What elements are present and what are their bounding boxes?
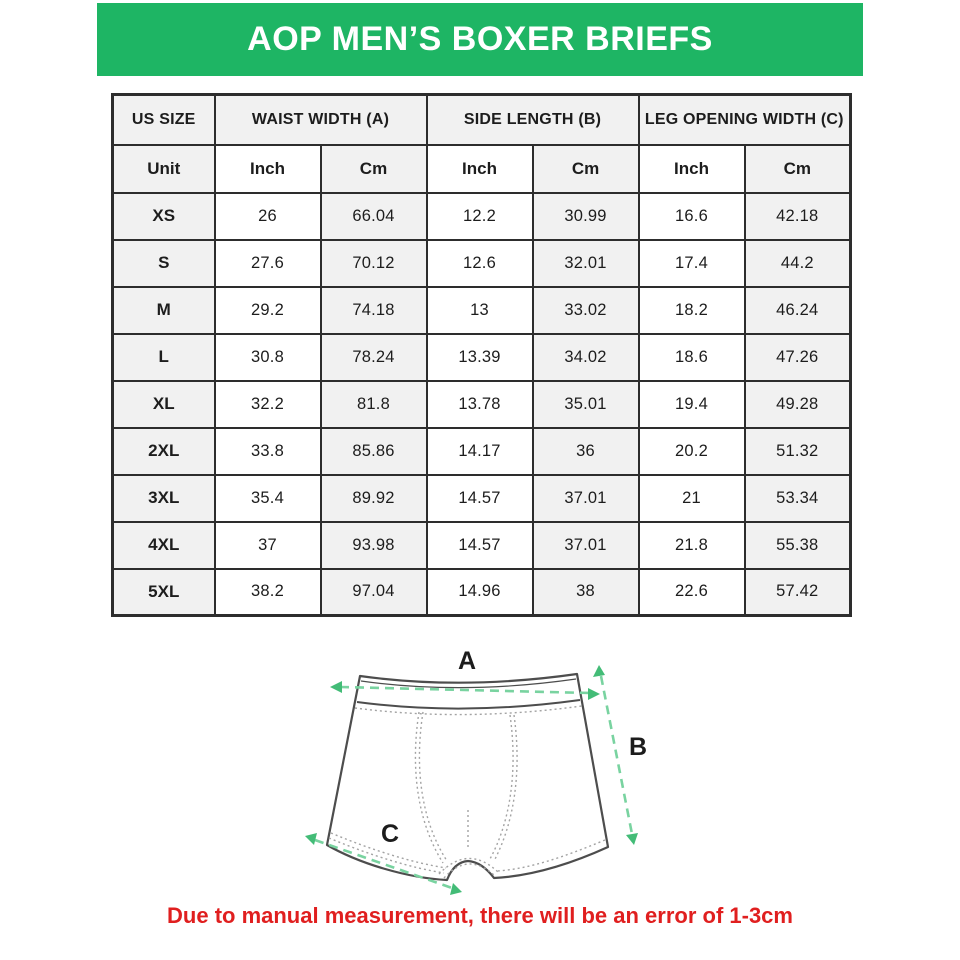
value-cell: 13.39: [427, 334, 533, 381]
size-chart-table: [111, 93, 852, 617]
value-cell: 27.6: [215, 240, 321, 287]
size-cell: XL: [113, 381, 215, 428]
value-cell: 46.24: [745, 287, 851, 334]
value-cell: 85.86: [321, 428, 427, 475]
boxer-briefs-diagram: [292, 650, 668, 906]
size-cell: L: [113, 334, 215, 381]
value-cell: 51.32: [745, 428, 851, 475]
value-cell: 22.6: [639, 569, 745, 616]
unit-label-cell: Unit: [113, 145, 215, 193]
value-cell: 37.01: [533, 475, 639, 522]
measure-label-a: A: [457, 650, 477, 675]
value-cell: 81.8: [321, 381, 427, 428]
value-cell: 14.57: [427, 522, 533, 569]
value-cell: 14.96: [427, 569, 533, 616]
measure-label-b: B: [628, 733, 648, 761]
value-cell: 70.12: [321, 240, 427, 287]
unit-inch-cell: Inch: [639, 145, 745, 193]
value-cell: 21: [639, 475, 745, 522]
value-cell: 97.04: [321, 569, 427, 616]
unit-cm-cell: Cm: [533, 145, 639, 193]
table-row: [113, 193, 851, 240]
value-cell: 38: [533, 569, 639, 616]
value-cell: 14.17: [427, 428, 533, 475]
arrowhead-c-left: [305, 833, 317, 845]
value-cell: 30.99: [533, 193, 639, 240]
value-cell: 26: [215, 193, 321, 240]
value-cell: 32.01: [533, 240, 639, 287]
measure-label-c: C: [380, 820, 400, 848]
size-cell: 4XL: [113, 522, 215, 569]
value-cell: 14.57: [427, 475, 533, 522]
value-cell: 29.2: [215, 287, 321, 334]
size-cell: M: [113, 287, 215, 334]
value-cell: 13: [427, 287, 533, 334]
arrowhead-b-bottom: [626, 833, 638, 845]
group-header-row: [113, 95, 851, 145]
unit-cm-cell: Cm: [745, 145, 851, 193]
value-cell: 16.6: [639, 193, 745, 240]
value-cell: 18.2: [639, 287, 745, 334]
header-us-size: US SIZE: [113, 95, 215, 145]
value-cell: 13.78: [427, 381, 533, 428]
table-row: [113, 475, 851, 522]
table-row: [113, 240, 851, 287]
size-cell: 3XL: [113, 475, 215, 522]
measurement-note: Due to manual measurement, there will be an error of 1-3cm: [167, 903, 793, 928]
header-waist-width: WAIST WIDTH (A): [215, 95, 427, 145]
value-cell: 37.01: [533, 522, 639, 569]
unit-cm-cell: Cm: [321, 145, 427, 193]
table-row: [113, 428, 851, 475]
arrowhead-a-left: [330, 681, 342, 693]
size-cell: XS: [113, 193, 215, 240]
value-cell: 30.8: [215, 334, 321, 381]
value-cell: 36: [533, 428, 639, 475]
value-cell: 33.8: [215, 428, 321, 475]
arrowhead-b-top: [593, 665, 605, 677]
measure-line-b: [601, 676, 632, 834]
unit-inch-cell: Inch: [215, 145, 321, 193]
unit-header-row: [113, 145, 851, 193]
value-cell: 78.24: [321, 334, 427, 381]
value-cell: 12.2: [427, 193, 533, 240]
size-cell: 5XL: [113, 569, 215, 616]
value-cell: 66.04: [321, 193, 427, 240]
value-cell: 93.98: [321, 522, 427, 569]
unit-inch-cell: Inch: [427, 145, 533, 193]
table-row: [113, 334, 851, 381]
value-cell: 38.2: [215, 569, 321, 616]
table-row: [113, 287, 851, 334]
header-side-length: SIDE LENGTH (B): [427, 95, 639, 145]
value-cell: 42.18: [745, 193, 851, 240]
arrowhead-a-right: [588, 688, 600, 700]
value-cell: 44.2: [745, 240, 851, 287]
boxer-outline: [327, 674, 608, 880]
value-cell: 21.8: [639, 522, 745, 569]
table-row: [113, 381, 851, 428]
value-cell: 53.34: [745, 475, 851, 522]
value-cell: 32.2: [215, 381, 321, 428]
value-cell: 18.6: [639, 334, 745, 381]
value-cell: 55.38: [745, 522, 851, 569]
value-cell: 74.18: [321, 287, 427, 334]
value-cell: 47.26: [745, 334, 851, 381]
size-cell: 2XL: [113, 428, 215, 475]
value-cell: 17.4: [639, 240, 745, 287]
value-cell: 37: [215, 522, 321, 569]
value-cell: 19.4: [639, 381, 745, 428]
size-cell: S: [113, 240, 215, 287]
value-cell: 49.28: [745, 381, 851, 428]
value-cell: 33.02: [533, 287, 639, 334]
arrowhead-c-right: [450, 883, 462, 895]
value-cell: 57.42: [745, 569, 851, 616]
value-cell: 35.4: [215, 475, 321, 522]
header-leg-opening: LEG OPENING WIDTH (C): [639, 95, 851, 145]
value-cell: 34.02: [533, 334, 639, 381]
value-cell: 35.01: [533, 381, 639, 428]
title-banner: [97, 3, 863, 76]
value-cell: 12.6: [427, 240, 533, 287]
page-title: AOP MEN’S BOXER BRIEFS: [247, 20, 713, 58]
table-row: [113, 569, 851, 616]
value-cell: 89.92: [321, 475, 427, 522]
table-row: [113, 522, 851, 569]
value-cell: 20.2: [639, 428, 745, 475]
